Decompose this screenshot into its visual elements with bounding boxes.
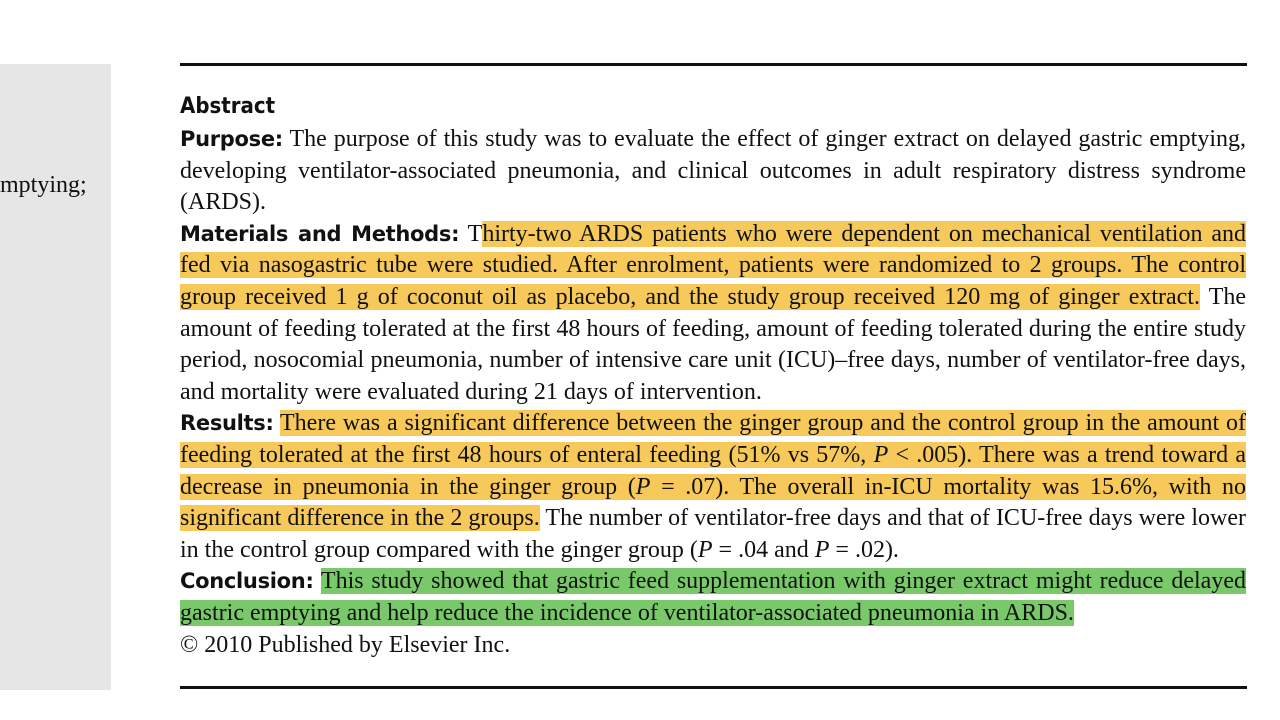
purpose-label: Purpose: (180, 127, 283, 151)
top-rule (180, 63, 1247, 66)
results-paragraph (180, 408, 1246, 566)
abstract-section (180, 90, 1246, 661)
results-highlight-3: = .07). The overall in-ICU mortality was 15.6%, with no significant difference in the 2 groups. (180, 473, 1247, 532)
conclusion-paragraph (180, 566, 1246, 629)
purpose-text: The purpose of this study was to evaluate the effect of ginger extract on delayed gastric emptying, developing ventilator-associated pneumonia, and clinical outcomes in adult respiratory distress syndrome (ARDS). (180, 126, 1246, 216)
conclusion-label: Conclusion: (180, 569, 314, 594)
results-p-value-1: P (873, 441, 889, 468)
left-column-fragment: mptying; (0, 172, 87, 198)
results-highlight-2: < .005). There was a trend toward a decrease in pneumonia in the ginger group ( (180, 441, 1246, 500)
methods-highlight: hirty-two ARDS patients who were dependent on mechanical ventilation and fed via nasogastric tube were studied. After enrolment, patients were randomized to 2 groups. The control group received 1 g of coconut oil as placebo, and the study group received 120 mg of ginger extract. (180, 220, 1246, 310)
methods-paragraph (180, 219, 1246, 409)
methods-text: The amount of feeding tolerated at the first 48 hours of feeding, amount of feeding tolerated during the entire study period, nosocomial pneumonia, number of intensive care unit (ICU)–free days, number of ventilator-free days, and mortality were evaluated during 21 days of intervention. (180, 283, 1246, 405)
results-text-1: The number of ventilator-free days and that of ICU-free days were lower in the control group compared with the ginger group ( (180, 505, 1247, 563)
left-margin-panel (0, 64, 111, 690)
results-label: Results: (180, 411, 274, 436)
methods-first-letter: T (467, 220, 483, 247)
results-p-value-4: P (814, 536, 830, 563)
conclusion-highlight: This study showed that gastric feed supplementation with ginger extract might reduce delayed gastric emptying and help reduce the incidence of ventilator-associated pneumonia in ARDS. (180, 568, 1246, 626)
bottom-rule (180, 686, 1247, 689)
results-text-2: = .04 and (718, 536, 809, 563)
results-p-value-3: P (697, 536, 713, 563)
purpose-paragraph (180, 124, 1246, 219)
results-p-value-2: P (635, 473, 651, 500)
results-highlight-1: There was a significant difference between the ginger group and the control group in the amount of feeding tolerated at the first 48 hours of enteral feeding (51% vs 57%, (180, 410, 1246, 468)
abstract-heading: Abstract (180, 94, 276, 119)
results-text-3: = .02). (835, 536, 899, 563)
copyright-line: © 2010 Published by Elsevier Inc. (180, 631, 511, 658)
methods-label: Materials and Methods: (180, 221, 460, 246)
